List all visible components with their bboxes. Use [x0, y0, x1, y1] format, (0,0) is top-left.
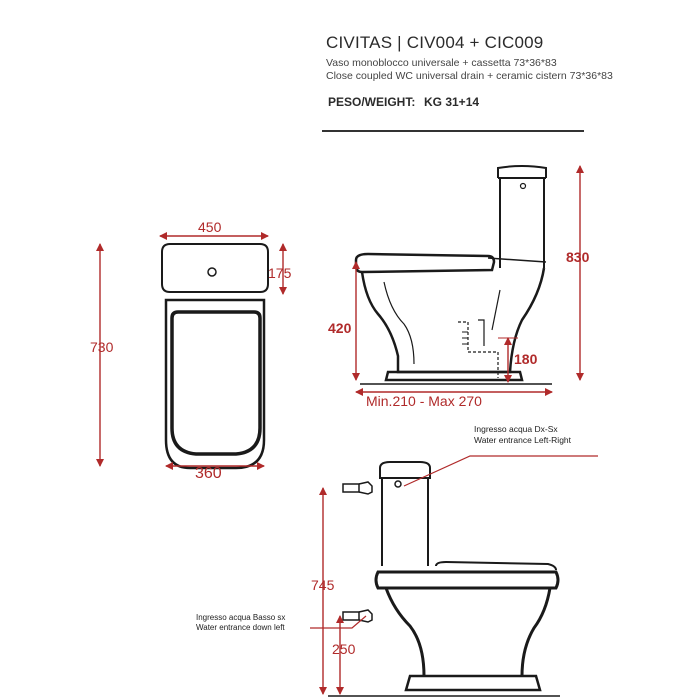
dim-wall-distance: Min.210 - Max 270	[366, 393, 482, 409]
note-low-inlet-it: Ingresso acqua Basso sx	[196, 613, 286, 622]
product-title: CIVITAS | CIV004 + CIC009	[326, 33, 544, 52]
note-low-inlet-en: Water entrance down left	[196, 623, 285, 632]
weight-label: PESO/WEIGHT:	[328, 95, 416, 109]
description-italian: Vaso monoblocco universale + cassetta 73*36*83	[326, 57, 557, 69]
dim-inlet-side-height: 745	[311, 577, 335, 593]
dim-inlet-low-height: 250	[332, 641, 356, 657]
dim-top-width: 450	[198, 219, 222, 235]
note-side-inlet-en: Water entrance Left-Right	[474, 435, 572, 445]
plan-view	[162, 244, 268, 468]
front-view	[328, 462, 560, 696]
dim-total-length: 730	[90, 339, 114, 355]
note-side-inlet-it: Ingresso acqua Dx-Sx	[474, 424, 558, 434]
dim-tank-depth: 175	[268, 265, 292, 281]
inlet-notes	[196, 424, 572, 632]
weight-value: KG 31+14	[424, 95, 480, 109]
dim-base-width: 360	[195, 465, 222, 482]
description-english: Close coupled WC universal drain + ceramic cistern 73*36*83	[326, 70, 613, 82]
dim-outlet-height: 180	[514, 351, 538, 367]
dim-seat-height: 420	[328, 320, 352, 336]
dim-total-height: 830	[566, 249, 590, 265]
